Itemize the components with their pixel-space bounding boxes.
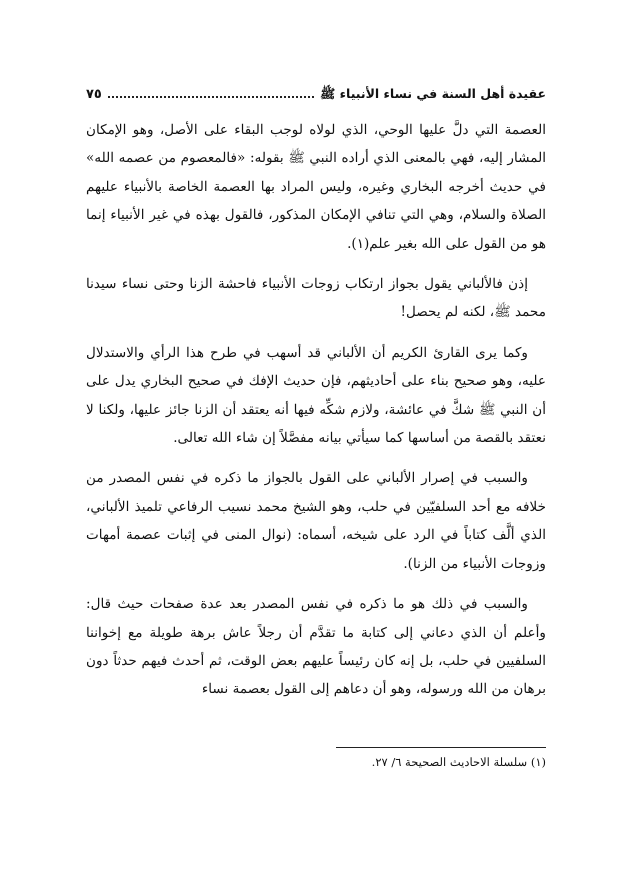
paragraph-1: العصمة التي دلَّ عليها الوحي، الذي لولاه لوجب البقاء على الأصل، وهو الإمكان المشار إليه، فهي بالمعنى الذي أراده النبي ﷺ بقوله: «فالمعصوم من عصمه الله» في حديث أخرجه البخاري وغيره، وليس المراد بها العصمة الخاصة بالأنبياء عليهم الصلاة والسلام، وهي التي تنافي الإمكان المذكور، فالقول بهذه في غير الأنبياء إنما هو من القول على الله بغير علم(١).: [86, 122, 546, 252]
header-title: عقيدة أهل السنة في نساء الأنبياء ﷺ: [320, 86, 546, 101]
page-number: ٧٥: [86, 87, 102, 102]
paragraph-3: وكما يرى القارئ الكريم أن الألباني قد أسهب في طرح هذا الرأي والاستدلال عليه، وهو صحيح بناء على أحاديثهم، فإن حديث الإفك في صحيح البخاري يدل على أن النبي ﷺ شكَّ في عائشة، ولازم شكِّه فيها أنه يعتقد أن الزنا جائز عليها، ولكنا لا نعتقد بالقصة من أساسها كما سيأتي بيانه مفصَّلاً إن شاء الله تعالى.: [86, 344, 546, 447]
body-text: [86, 116, 546, 716]
footnote: (١) سلسلة الاحاديث الصحيحة ٦/ ٢٧.: [371, 755, 546, 769]
paragraph-4: والسبب في إصرار الألباني على القول بالجواز ما ذكره في نفس المصدر من خلافه مع أحد السلفيّين في حلب، وهو الشيخ محمد نسيب الرفاعي تلميذ الألباني، الذي ألَّف كتاباً في الرد على شيخه، أسماه: (نوال المنى في إثبات عصمة أمهات وزوجات الأنبياء من الزنا).: [86, 470, 546, 572]
paragraph-2: إذن فالألباني يقول بجواز ارتكاب زوجات الأنبياء فاحشة الزنا وحتى نساء سيدنا محمد ﷺ، لكنه لم يحصل!: [86, 276, 546, 321]
paragraph-5: والسبب في ذلك هو ما ذكره في نفس المصدر بعد عدة صفحات حيث قال: وأعلم أن الذي دعاني إلى كتابة ما تقدَّم أن رجلاً عاش برهة طويلة مع إخواننا السلفيين في حلب، بل إنه كان رئيساً عليهم بعض الوقت، ثم أحدث فيهم حدثاً دون برهان من الله ورسوله، وهو أن دعاهم إلى القول بعصمة نساء: [86, 596, 546, 698]
dotted-leader: [108, 86, 314, 98]
footnote-separator: [336, 747, 546, 748]
running-header: [86, 86, 546, 106]
